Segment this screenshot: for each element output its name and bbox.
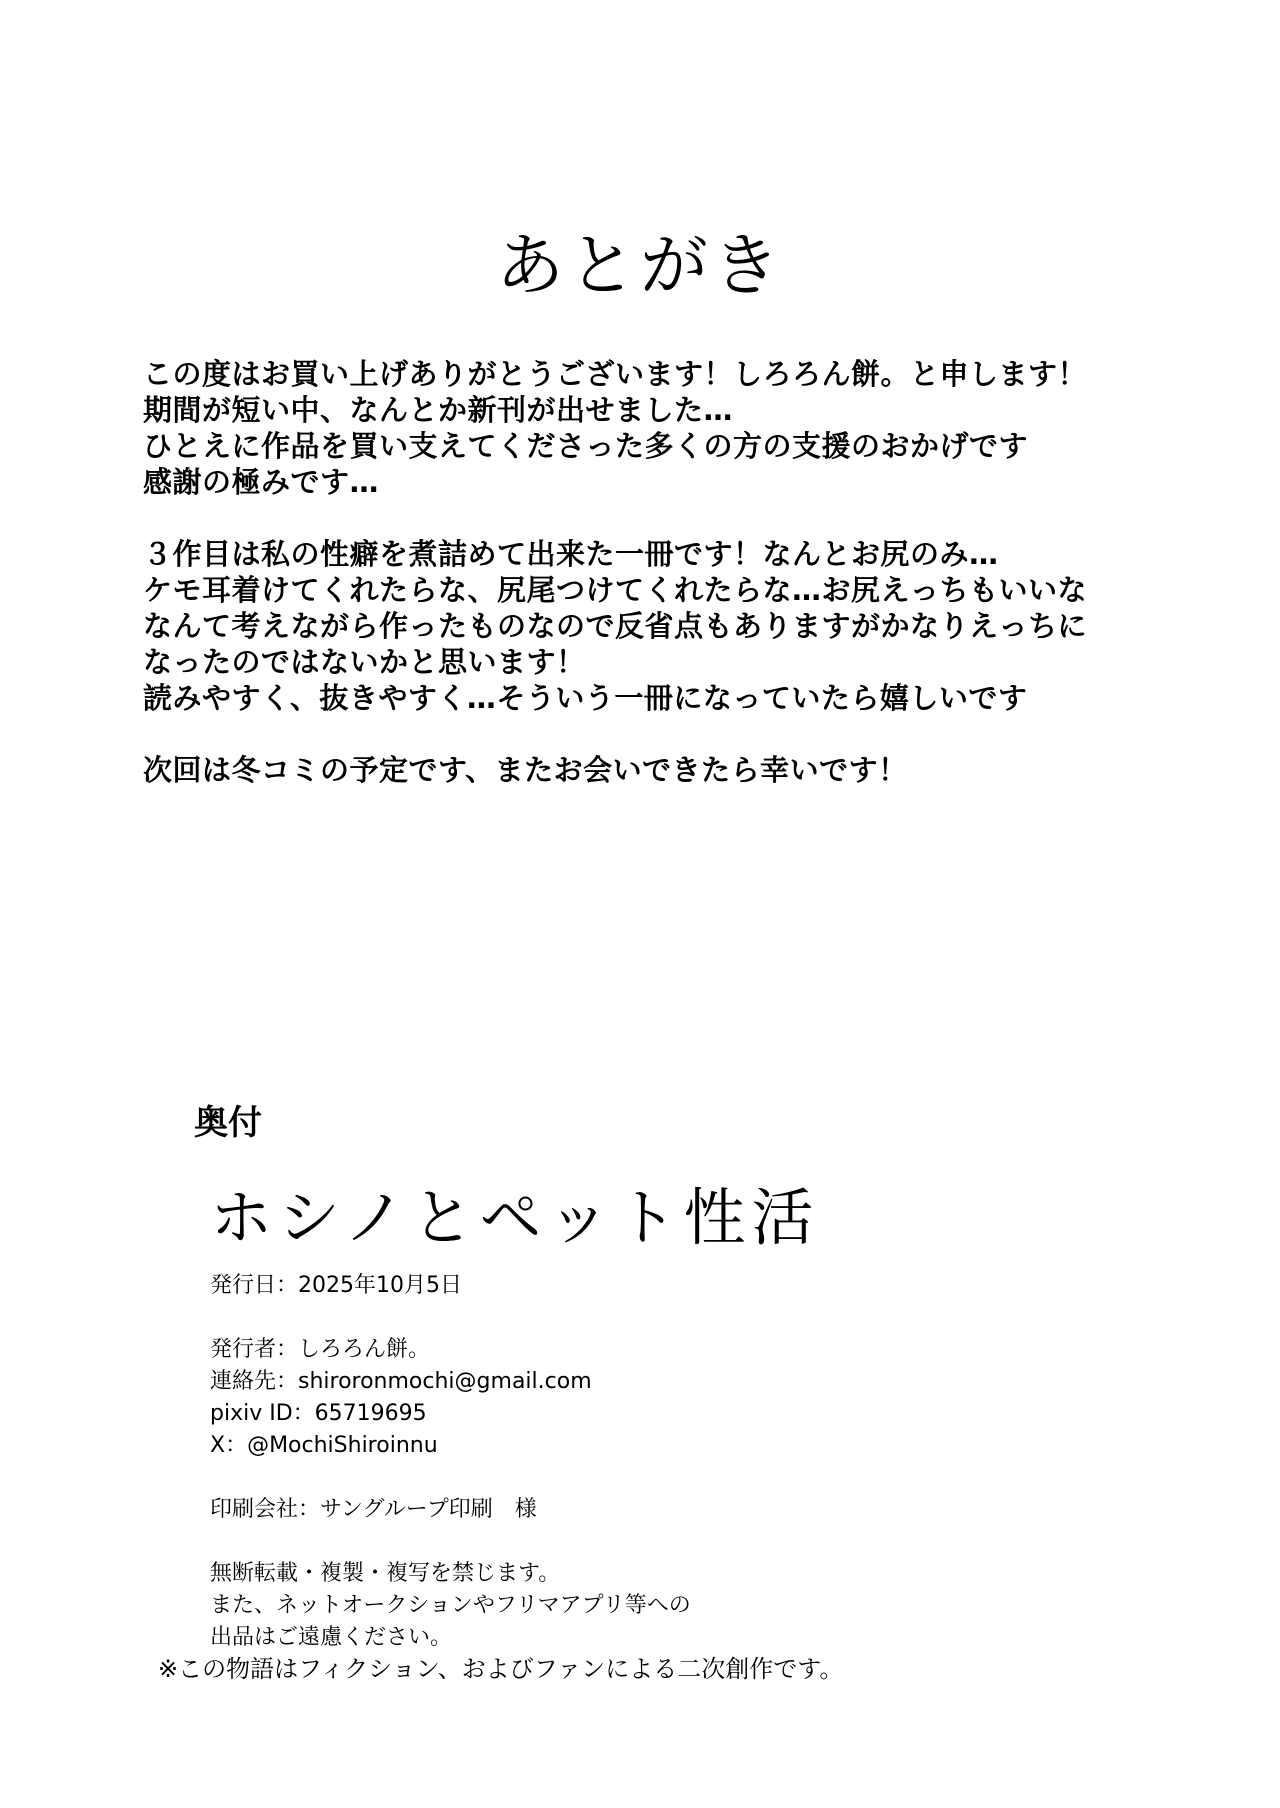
book-title: ホシノとペット性活 <box>210 1181 820 1254</box>
pixiv-id: pixiv ID：65719695 <box>210 1401 427 1426</box>
fiction-note: ※この物語はフィクション、およびファンによる二次創作です。 <box>158 1655 844 1683</box>
afterword-line: 読みやすく、抜きやすく…そういう一冊になっていたら嬉しいです <box>143 681 1028 715</box>
afterword-line: なんて考えながら作ったものなので反省点もありますがかなりえっちに <box>143 609 1088 643</box>
publish-date: 発行日：2025年10月5日 <box>210 1273 462 1298</box>
contact-email: 連絡先：shiroronmochi@gmail.com <box>210 1369 592 1394</box>
afterword-line: 感謝の極みです… <box>143 465 380 499</box>
group-gap <box>210 1526 691 1558</box>
paragraph-gap <box>143 716 1203 752</box>
afterword-line: ケモ耳着けてくれたらな、尻尾つけてくれたらな…お尻えっちもいいな <box>143 573 1088 607</box>
x-handle: X：@MochiShiroinnu <box>210 1433 438 1458</box>
paragraph-gap <box>143 500 1203 536</box>
afterword-line: ひとえに作品を買い支えてくださった多くの方の支援のおかげです <box>143 429 1029 463</box>
afterword-title: あとがき <box>495 227 784 306</box>
group-gap <box>210 1462 691 1494</box>
group-gap <box>210 1302 691 1334</box>
colophon-details <box>210 1270 691 1654</box>
afterword-line: この度はお買い上げありがとうございます！しろろん餅。と申します！ <box>143 357 1088 391</box>
rights-notice-line: また、ネットオークションやフリマアプリ等への <box>210 1593 691 1618</box>
rights-notice-line: 無断転載・複製・複写を禁じます。 <box>210 1561 561 1586</box>
publisher: 発行者：しろろん餅。 <box>210 1337 431 1362</box>
colophon-heading: 奥付 <box>194 1103 262 1143</box>
afterword-line: 次回は冬コミの予定です、またお会いできたら幸いです！ <box>143 753 908 787</box>
afterword-body <box>143 356 1203 788</box>
afterword-line: 期間が短い中、なんとか新刊が出せました… <box>143 393 734 427</box>
rights-notice-line: 出品はご遠慮ください。 <box>210 1625 453 1650</box>
printer: 印刷会社：サングループ印刷 様 <box>210 1497 537 1522</box>
afterword-line: なったのではないかと思います！ <box>143 645 586 679</box>
afterword-line: ３作目は私の性癖を煮詰めて出来た一冊です！なんとお尻のみ… <box>143 537 999 571</box>
